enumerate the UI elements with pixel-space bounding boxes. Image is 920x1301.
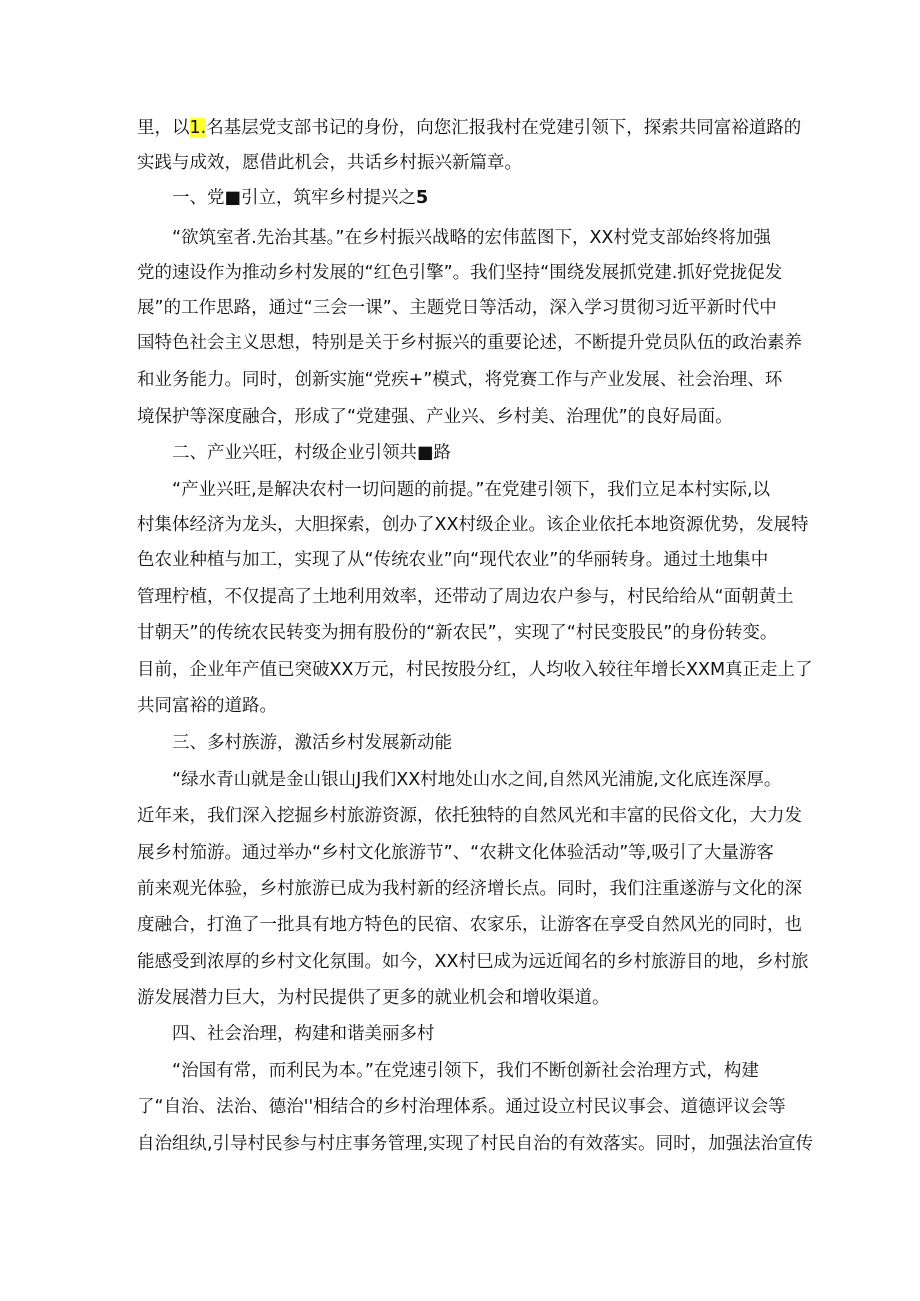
paragraph-line: 色农业种植与加工，实现了从“传统农业”向“现代农业”的华丽转身。通过土地集中	[137, 550, 769, 570]
paragraph-line: 展”的工作思路，通过“三会一课”、主题党日等活动，深入学习贯彻习近平新时代中	[137, 298, 777, 318]
paragraph-line: 近年来，我们深入挖掘乡村旅游资源，依托独特的自然风光和丰富的民俗文化，大力发	[137, 806, 802, 826]
heading-text: 一、党■引立，筑牢乡村提兴之	[172, 188, 417, 208]
paragraph-line: 境保护等深度融合，形成了“党建强、产业兴、乡村美、治理优”的良好局面。	[137, 407, 733, 427]
paragraph-line: 村集体经济为龙头，大胆探索，创办了XX村级企业。该企业依托本地资源优势，发展特	[137, 515, 809, 535]
paragraph-line: 甘朝天”的传统农民转变为拥有股份的“新农民”，实现了“村民变股民”的身份转变。	[137, 623, 778, 643]
paragraph-line: 能感受到浓厚的乡村文化氛围。如今，XX村巳成为远近闻名的乡村旅游目的地，乡村旅	[137, 952, 809, 972]
paragraph-line: 自治组纨,引导村民参与村庄事务管理,实现了村民自治的有效落实。同时，加强法治宣传	[137, 1134, 814, 1154]
paragraph-line: 国特色社会主义思想，特别是关于乡村振兴的重要论述，不断提升党员队伍的政治素养	[137, 333, 802, 353]
paragraph-line: “产业兴旺,是解决农村一切问题的前提。”在党建引领下，我们立足本村实际,以	[172, 480, 771, 500]
paragraph-line: 党的速设作为推动乡村发展的“红色引擎”。我们坚持“围绕发展抓党建.抓好党拢促发	[137, 263, 783, 283]
paragraph-line: 度融合，打渔了一批具有地方特色的民宿、农家乐，让游客在享受自然风光的同时，也	[137, 915, 802, 935]
section-heading-1	[172, 185, 832, 211]
paragraph-line: “绿水青山就是金山银山J我们XX村地处山水之间,自然风光浦旎,文化底连深厚。	[172, 770, 782, 790]
section-heading-2: 二、产业兴旺，村级企业引领共■路	[172, 443, 452, 463]
paragraph-line: 前来观光体验，乡村旅游已成为我村新的经济增长点。同时，我们注重遂游与文化的深	[137, 879, 802, 899]
paragraph-line: 管理柠植，不仅提高了土地利用效率，还带动了周边农户参与，村民给给从“面朝黄土	[137, 587, 794, 607]
line-text: 里，以	[137, 118, 190, 138]
paragraph-line: 共同富裕的道路。	[137, 696, 277, 716]
paragraph-line: 和业务能力。同时，创新实施“党疾+”模式，将党赛工作与产业发展、社会治理、环	[137, 370, 783, 390]
section-heading-3: 三、多村族游，激活乡村发展新动能	[172, 733, 452, 753]
paragraph-line: 目前，企业年产值已突破XX万元，村民按股分红，人均收入较往年增长XXM真正走上了	[137, 660, 813, 680]
paragraph-line: “治国有常，而利民为本。”在党速引领下，我们不断创新社会治理方式，构建	[172, 1061, 759, 1081]
line-text: 名基层党支部书记的身份，向您汇报我村在党建引领下，探索共同富裕道路的	[206, 118, 802, 138]
paragraph-line: 实践与成效，愿借此机会，共话乡村振兴新篇章。	[137, 153, 522, 173]
paragraph-line: 了“自治、法治、德治''相结合的乡村治理体系。通过设立村民议事会、道德评议会等	[137, 1097, 786, 1117]
paragraph-line: “欲筑室者.先治其基。”在乡村振兴战略的宏伟蓝图下，XX村党支部始终将加强	[172, 228, 771, 248]
paragraph-line: 展乡村笳游。通过举办“乡村文化旅游节”、“农耕文化体验活动”等,吸引了大量游客	[137, 843, 774, 863]
paragraph-line	[137, 115, 802, 141]
highlighted-text: 1.	[189, 118, 207, 138]
paragraph-line: 游发展潜力巨大，为村民提供了更多的就业机会和增收渠道。	[137, 988, 610, 1008]
heading-tail: 5	[416, 188, 429, 208]
section-heading-4: 四、社会治理，构建和谐美丽多村	[172, 1024, 435, 1044]
